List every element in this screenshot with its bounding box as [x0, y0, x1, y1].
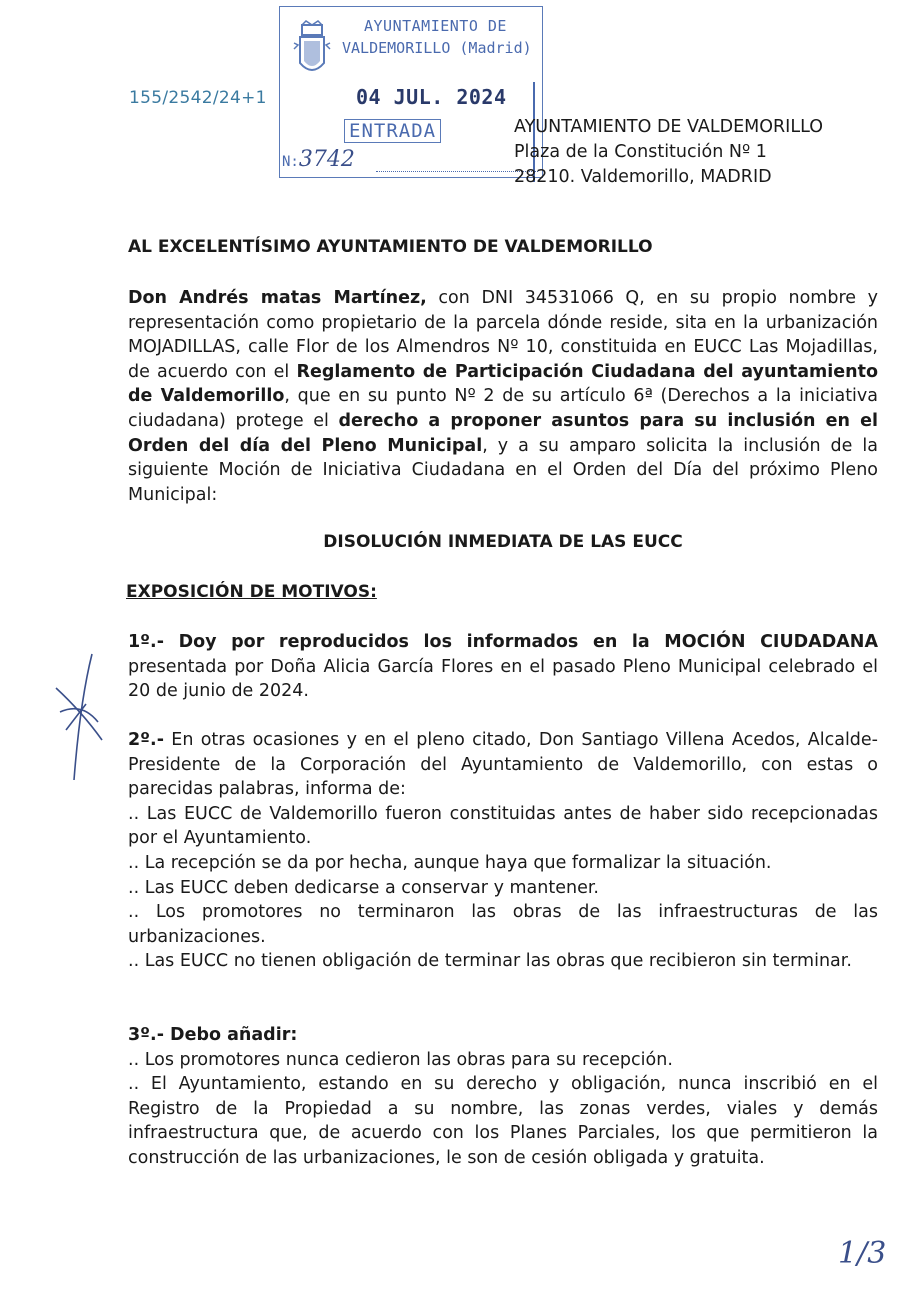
point-2-item: .. Las EUCC de Valdemorillo fueron constituidas antes de haber sido recepcionadas por el Ayuntamiento. [128, 803, 878, 849]
stamp-entrada-label: ENTRADA [344, 119, 441, 143]
point-2-label: 2º.- [128, 730, 164, 750]
point-3-label: 3º.- Debo añadir: [128, 1025, 298, 1045]
registry-reference: 155/2542/24+1 [129, 88, 267, 108]
applicant-name: Don Andrés matas Martínez, [128, 288, 427, 308]
address-line-2: Plaza de la Constitución Nº 1 [514, 142, 767, 162]
motion-title: DISOLUCIÓN INMEDIATA DE LAS EUCC [323, 532, 683, 552]
point-3-item: .. El Ayuntamiento, estando en su derecho y obligación, nunca inscribió en el Registro de la Propiedad a su nombre, las zonas verdes, viales y demás infraestructura que, de acuerdo con los Planes Parciales, los que permitieron la construcción de las urbanizaciones, le son de cesión obligada y gratuita. [128, 1074, 878, 1168]
stamp-entry-number [282, 147, 355, 172]
stamp-line-2: VALDEMORILLO (Madrid) [342, 39, 532, 57]
intro-text-3: , y a su amparo solicita la inclusión de la siguiente Moción de Iniciativa Ciudadana en el Orden del Día del próximo Pleno Municipal: [128, 435, 878, 505]
point-2 [128, 728, 878, 974]
point-2-item: .. Los promotores no terminaron las obras de las infraestructuras de las urbanizaciones. [128, 902, 878, 947]
point-1 [128, 630, 878, 704]
section-title: EXPOSICIÓN DE MOTIVOS: [126, 582, 377, 602]
salutation: AL EXCELENTÍSIMO AYUNTAMIENTO DE VALDEMORILLO [128, 237, 653, 257]
stamp-number-prefix: N: [282, 154, 299, 170]
point-1-label: 1º.- Doy por reproducidos los informados en la MOCIÓN CIUDADANA [128, 632, 878, 652]
address-line-3: 28210. Valdemorillo, MADRID [514, 167, 772, 187]
handwritten-mark-icon [52, 652, 108, 784]
entry-stamp [279, 6, 543, 178]
stamp-line-1: AYUNTAMIENTO DE [364, 17, 507, 35]
point-3-item: .. Los promotores nunca cedieron las obras para su recepción. [128, 1049, 673, 1070]
point-1-text: presentada por Doña Alicia García Flores en el pasado Pleno Municipal celebrado el 20 de junio de 2024. [128, 656, 878, 702]
right-to-propose: derecho a proponer asuntos para su inclusión en el Orden del día del Pleno Municipal [128, 410, 879, 456]
stamp-number-handwritten: 3742 [298, 147, 355, 172]
point-2-item: .. La recepción se da por hecha, aunque haya que formalizar la situación. [128, 852, 772, 873]
point-2-item: .. Las EUCC deben dedicarse a conservar y mantener. [128, 877, 599, 898]
recipient-address [514, 115, 823, 190]
stamp-date: 04 JUL. 2024 [356, 85, 507, 109]
intro-paragraph [128, 286, 878, 507]
intro-text-2: , que en su punto Nº 2 de su artículo 6ª (Derechos a la iniciativa ciudadana) protege el [128, 386, 878, 431]
page-number: 1/3 [838, 1236, 887, 1271]
point-2-item: .. Las EUCC no tienen obligación de terminar las obras que recibieron sin terminar. [128, 951, 852, 972]
coat-of-arms-icon [292, 19, 332, 81]
regulation-name: Reglamento de Participación Ciudadana del ayuntamiento de Valdemorillo [128, 361, 878, 407]
point-3 [128, 1023, 878, 1171]
intro-text-1: con DNI 34531066 Q, en su propio nombre y representación como propietario de la parcela dónde reside, sita en la urbanización MOJADILLAS, calle Flor de los Almendros Nº 10, constituida en EUCC Las Mojadillas, de acuerdo con el [128, 288, 878, 382]
point-2-text: En otras ocasiones y en el pleno citado, Don Santiago Villena Acedos, Alcalde-Presidente de la Corporación del Ayuntamiento de Valdemorillo, con estas o parecidas palabras, informa de: [128, 730, 878, 800]
address-line-1: AYUNTAMIENTO DE VALDEMORILLO [514, 117, 823, 137]
